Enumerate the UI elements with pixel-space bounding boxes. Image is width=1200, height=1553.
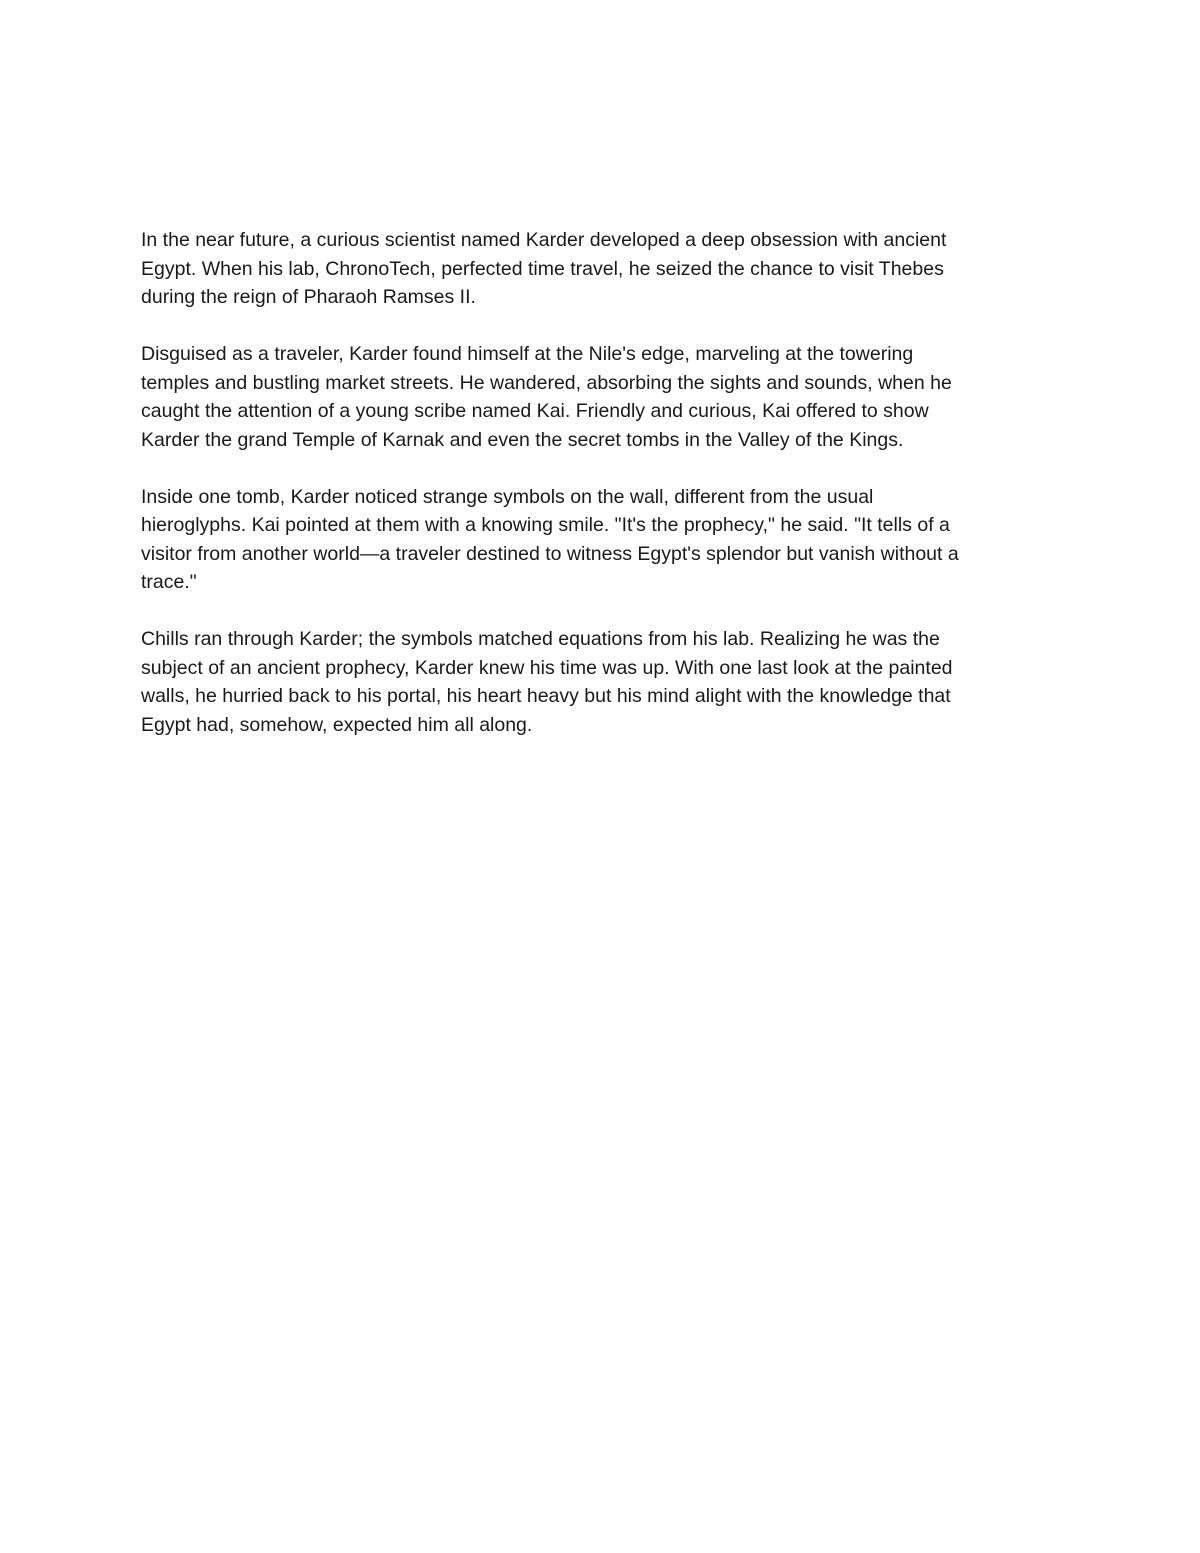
paragraph-3	[141, 483, 1061, 597]
text-line: hieroglyphs. Kai pointed at them with a knowing smile. "It's the prophecy," he said. "It tells of a	[141, 514, 950, 536]
text-line: visitor from another world—a traveler destined to witness Egypt's splendor but vanish without a	[141, 542, 959, 565]
text-line: during the reign of Pharaoh Ramses II.	[141, 286, 476, 308]
text-line: Egypt had, somehow, expected him all along.	[141, 713, 533, 736]
text-line: In the near future, a curious scientist named Karder developed a deep obsession with ancient	[141, 229, 947, 251]
text-line: Disguised as a traveler, Karder found himself at the Nile's edge, marveling at the towering	[141, 343, 914, 365]
text-line: Inside one tomb, Karder noticed strange symbols on the wall, different from the usual	[141, 485, 874, 508]
document-body	[141, 226, 1061, 768]
text-line: caught the attention of a young scribe named Kai. Friendly and curious, Kai offered to show	[141, 400, 929, 422]
text-line: temples and bustling market streets. He wandered, absorbing the sights and sounds, when he	[141, 371, 952, 394]
text-line: Chills ran through Karder; the symbols matched equations from his lab. Realizing he was the	[141, 628, 940, 650]
text-line: Egypt. When his lab, ChronoTech, perfected time travel, he seized the chance to visit Thebes	[141, 257, 944, 280]
text-line: Karder the grand Temple of Karnak and even the secret tombs in the Valley of the Kings.	[141, 428, 904, 451]
paragraph-1	[141, 226, 1061, 312]
paragraph-2	[141, 340, 1061, 454]
text-line: walls, he hurried back to his portal, his heart heavy but his mind alight with the knowledge that	[141, 685, 951, 707]
paragraph-4	[141, 625, 1061, 739]
text-line: trace."	[141, 571, 197, 593]
text-line: subject of an ancient prophecy, Karder knew his time was up. With one last look at the painted	[141, 656, 953, 679]
